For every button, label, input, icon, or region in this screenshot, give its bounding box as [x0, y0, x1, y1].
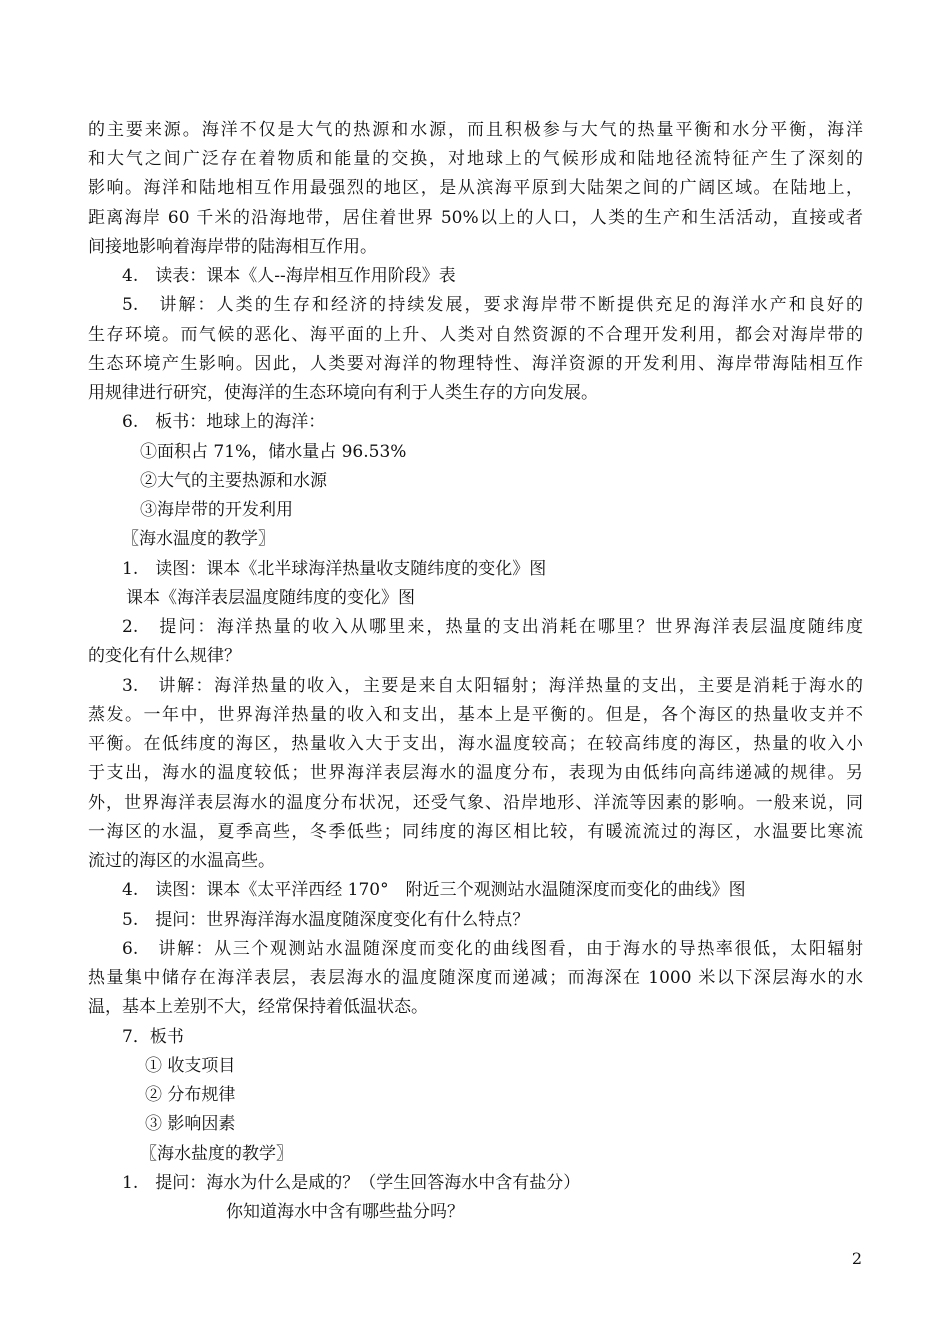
- paragraph-line: 距离海岸 60 千米的沿海地带，居住着世界 50%以上的人口，人类的生产和生活活动，直接或者: [88, 208, 863, 228]
- paragraph-line: 蒸发。一年中，世界海洋热量的收入和支出，基本上是平衡的。但是，各个海区的热量收支并不: [88, 705, 863, 725]
- paragraph-line: 2. 提问：海洋热量的收入从哪里来，热量的支出消耗在哪里？世界海洋表层温度随纬度: [122, 617, 863, 637]
- paragraph-line: 和大气之间广泛存在着物质和能量的交换，对地球上的气候形成和陆地径流特征产生了深刻的: [88, 149, 863, 169]
- page-number: 2: [851, 1249, 862, 1268]
- paragraph-line: 生存环境。而气候的恶化、海平面的上升、人类对自然资源的不合理开发利用，都会对海岸带的: [88, 325, 863, 345]
- list-item: ③海岸带的开发利用: [140, 500, 293, 520]
- paragraph-line: 于支出，海水的温度较低；世界海洋表层海水的温度分布，表现为由低纬向高纬递减的规律。另: [88, 763, 863, 783]
- paragraph-line: 的变化有什么规律？: [88, 646, 241, 666]
- paragraph-line: 7．板书: [122, 1027, 184, 1047]
- list-item: ②大气的主要热源和水源: [140, 471, 327, 491]
- paragraph-line: 4. 读图：课本《太平洋西经 170° 附近三个观测站水温随深度而变化的曲线》图: [122, 880, 746, 900]
- paragraph-line: 用规律进行研究，使海洋的生态环境向有利于人类生存的方向发展。: [88, 383, 598, 403]
- list-item: ② 分布规律: [145, 1085, 236, 1105]
- paragraph-line: 流过的海区的水温高些。: [88, 851, 275, 871]
- paragraph-line: 5. 提问：世界海洋海水温度随深度变化有什么特点？: [122, 910, 530, 930]
- paragraph-line: 5. 讲解：人类的生存和经济的持续发展，要求海岸带不断提供充足的海洋水产和良好的: [122, 295, 863, 315]
- paragraph-line: 热量集中储存在海洋表层，表层海水的温度随深度而递减；而海深在 1000 米以下深层海水的水: [88, 968, 863, 988]
- paragraph-line: 外，世界海洋表层海水的温度分布状况，还受气象、沿岸地形、洋流等因素的影响。一般来说，同: [88, 793, 863, 813]
- paragraph-line: 6. 板书：地球上的海洋：: [122, 412, 326, 432]
- paragraph-line: 平衡。在低纬度的海区，热量收入大于支出，海水温度较高；在较高纬度的海区，热量的收入小: [88, 734, 863, 754]
- paragraph-line: 1. 提问：海水为什么是咸的？（学生回答海水中含有盐分）: [122, 1173, 581, 1193]
- section-heading: 〖海水温度的教学〗: [122, 529, 275, 549]
- paragraph-line: 6. 讲解：从三个观测站水温随深度而变化的曲线图看，由于海水的导热率很低，太阳辐射: [122, 939, 863, 959]
- paragraph-line: 一海区的水温，夏季高些，冬季低些；同纬度的海区相比较，有暖流流过的海区，水温要比寒流: [88, 822, 863, 842]
- paragraph-line: 1. 读图：课本《北半球海洋热量收支随纬度的变化》图: [122, 559, 547, 579]
- paragraph-line: 间接地影响着海岸带的陆海相互作用。: [88, 237, 377, 257]
- paragraph-line: 影响。海洋和陆地相互作用最强烈的地区，是从滨海平原到大陆架之间的广阔区域。在陆地上，: [88, 178, 863, 198]
- paragraph-line: 4. 读表：课本《人--海岸相互作用阶段》表: [122, 266, 456, 286]
- paragraph-line: 3. 讲解：海洋热量的收入，主要是来自太阳辐射；海洋热量的支出，主要是消耗于海水的: [122, 676, 863, 696]
- paragraph-line: 生态环境产生影响。因此，人类要对海洋的物理特性、海洋资源的开发利用、海岸带海陆相互作: [88, 354, 863, 374]
- paragraph-line: 的主要来源。海洋不仅是大气的热源和水源，而且积极参与大气的热量平衡和水分平衡，海洋: [88, 120, 863, 140]
- section-heading: 〖海水盐度的教学〗: [140, 1144, 293, 1164]
- list-item: ③ 影响因素: [145, 1114, 236, 1134]
- paragraph-line: 你知道海水中含有哪些盐分吗？: [226, 1202, 464, 1222]
- paragraph-line: 课本《海洋表层温度随纬度的变化》图: [126, 588, 415, 608]
- paragraph-line: 温，基本上差别不大，经常保持着低温状态。: [88, 997, 428, 1017]
- list-item: ① 收支项目: [145, 1056, 236, 1076]
- list-item: ①面积占 71%，储水量占 96.53%: [140, 442, 407, 462]
